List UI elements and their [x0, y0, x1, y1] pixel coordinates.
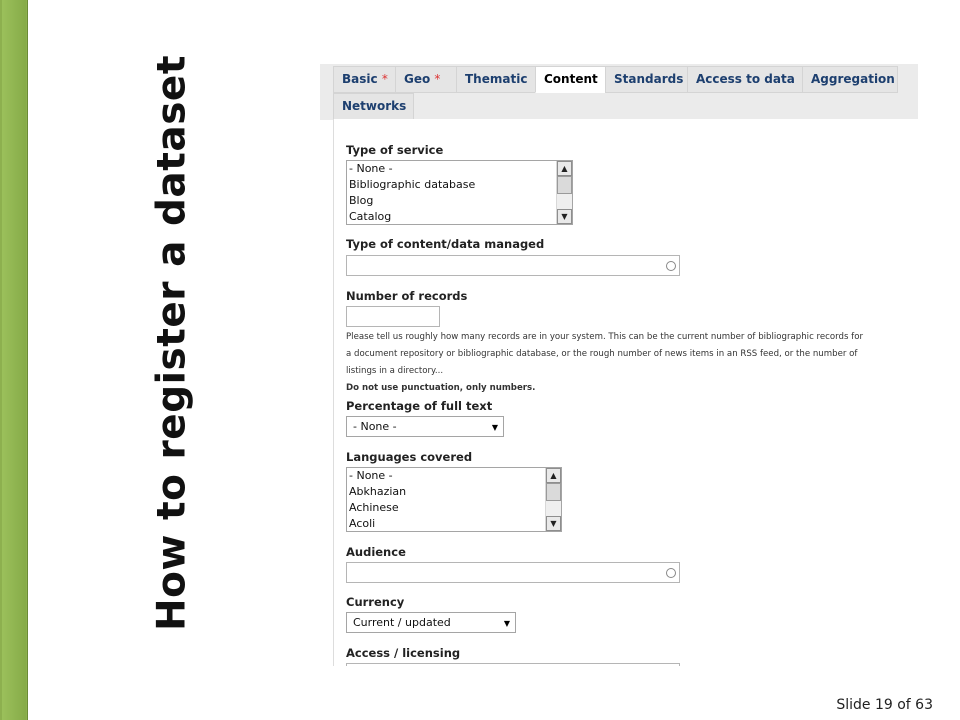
- percentage-full-text-selected: - None -: [353, 420, 397, 433]
- languages-covered-listbox[interactable]: [346, 467, 562, 532]
- dropdown-arrow-icon: ▼: [491, 423, 498, 432]
- tab-access-to-data[interactable]: [687, 66, 803, 93]
- tab-standards[interactable]: [605, 66, 688, 93]
- tab-content-label: Content: [544, 72, 598, 86]
- list-item[interactable]: Catalog: [349, 210, 392, 223]
- vertical-scrollbar[interactable]: [556, 161, 572, 224]
- tab-networks[interactable]: [333, 93, 414, 120]
- list-item[interactable]: Abkhazian: [349, 485, 407, 498]
- list-item[interactable]: Blog: [349, 194, 374, 207]
- type-of-service-label: Type of service: [346, 143, 444, 157]
- list-item[interactable]: Acoli: [349, 517, 376, 530]
- vertical-scrollbar[interactable]: [545, 468, 561, 531]
- scroll-up-icon[interactable]: ▲: [557, 161, 572, 176]
- help-text-emphasis: Do not use punctuation, only numbers.: [346, 383, 536, 393]
- slide-title: How to register a dataset: [149, 54, 195, 632]
- tab-basic[interactable]: [333, 66, 396, 93]
- access-licensing-label: Access / licensing: [346, 646, 461, 660]
- tab-aggregation-label: Aggregation: [811, 72, 895, 86]
- help-text-line: a document repository or bibliographic database, or the rough number of news items in an RSS feed, or the number of: [346, 349, 858, 359]
- tab-basic-label: Basic: [342, 72, 378, 86]
- scroll-down-icon[interactable]: ▼: [546, 516, 561, 531]
- help-text-line: listings in a directory...: [346, 366, 444, 376]
- number-of-records-label: Number of records: [346, 289, 468, 303]
- required-marker: *: [434, 72, 441, 86]
- currency-selected: Current / updated: [353, 616, 451, 629]
- dropdown-arrow-icon: ▼: [503, 619, 510, 628]
- list-item[interactable]: Achinese: [349, 501, 399, 514]
- access-licensing-field[interactable]: [346, 663, 680, 666]
- tab-geo-label: Geo: [404, 72, 431, 86]
- scroll-down-icon[interactable]: ▼: [557, 209, 572, 224]
- type-of-content-label: Type of content/data managed: [346, 237, 545, 251]
- type-of-content-field[interactable]: [346, 255, 680, 276]
- audience-label: Audience: [346, 545, 406, 559]
- percentage-full-text-select[interactable]: [346, 416, 504, 437]
- tab-access-to-data-label: Access to data: [696, 72, 795, 86]
- left-accent-bar: [0, 0, 28, 720]
- languages-covered-label: Languages covered: [346, 450, 473, 464]
- tab-aggregation[interactable]: [802, 66, 898, 93]
- list-item[interactable]: - None -: [349, 469, 393, 482]
- list-item[interactable]: Bibliographic database: [349, 178, 476, 191]
- tab-geo[interactable]: [395, 66, 457, 93]
- currency-select[interactable]: [346, 612, 516, 633]
- type-of-service-listbox[interactable]: [346, 160, 573, 225]
- tab-standards-label: Standards: [614, 72, 684, 86]
- tab-content[interactable]: [535, 66, 606, 93]
- scroll-up-icon[interactable]: ▲: [546, 468, 561, 483]
- required-marker: *: [381, 72, 388, 86]
- scroll-thumb[interactable]: [546, 483, 561, 501]
- number-of-records-field[interactable]: [346, 306, 440, 327]
- tab-thematic-label: Thematic: [465, 72, 528, 86]
- currency-label: Currency: [346, 595, 405, 609]
- left-accent-bar-fill: [2, 0, 26, 720]
- percentage-full-text-label: Percentage of full text: [346, 399, 493, 413]
- number-of-records-help: [346, 329, 916, 397]
- tab-thematic[interactable]: [456, 66, 536, 93]
- audience-field[interactable]: [346, 562, 680, 583]
- help-text-line: Please tell us roughly how many records are in your system. This can be the current number of bibliographic records for: [346, 332, 864, 342]
- form-screenshot: [320, 64, 918, 666]
- slide-number: Slide 19 of 63: [836, 697, 933, 713]
- scroll-thumb[interactable]: [557, 176, 572, 194]
- autocomplete-icon: [666, 261, 676, 271]
- tab-networks-label: Networks: [342, 99, 407, 113]
- content-form-panel: [333, 119, 918, 666]
- autocomplete-icon: [666, 568, 676, 578]
- list-item[interactable]: - None -: [349, 162, 393, 175]
